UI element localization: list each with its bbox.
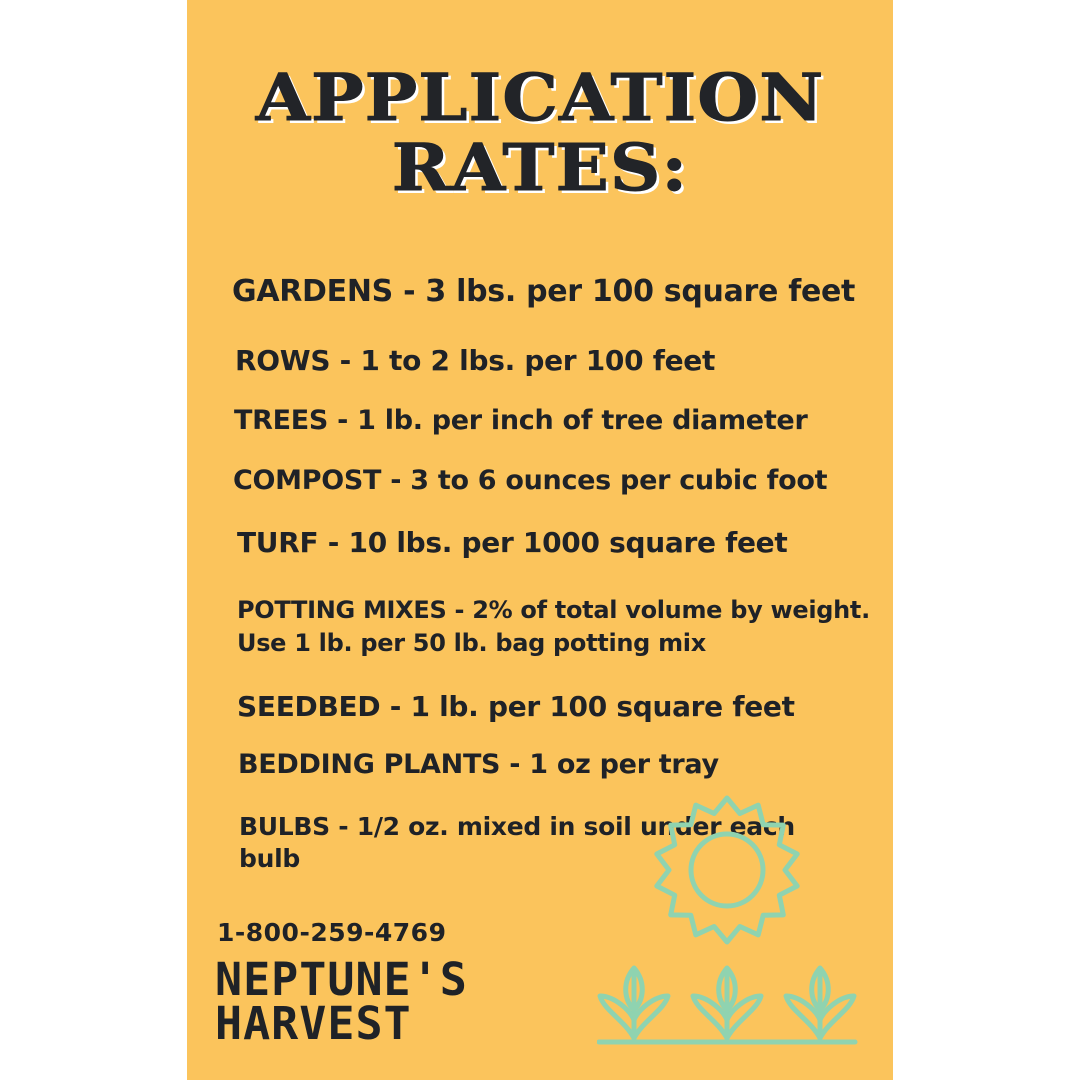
rate-text: SEEDBED - 1 lb. per 100 square feet bbox=[237, 690, 795, 723]
page-title-line-2: RATES: bbox=[391, 129, 689, 206]
rate-text: BEDDING PLANTS - 1 oz per tray bbox=[238, 749, 719, 780]
brand-name-line-1: NEPTUNE'S bbox=[215, 953, 468, 1006]
phone-number: 1-800-259-4769 bbox=[217, 918, 447, 947]
rate-text-line-2: bulb bbox=[239, 844, 300, 873]
rate-seedbed bbox=[237, 690, 795, 723]
sprout-icon bbox=[600, 968, 668, 1038]
rate-text: ROWS - 1 to 2 lbs. per 100 feet bbox=[235, 344, 716, 377]
rate-text: TURF - 10 lbs. per 1000 square feet bbox=[237, 526, 788, 559]
rate-text: BULBS - 1/2 oz. mixed in soil under each bbox=[239, 812, 795, 841]
sprouts-group bbox=[597, 960, 867, 1050]
rate-text-line-2: Use 1 lb. per 50 lb. bag potting mix bbox=[237, 629, 706, 657]
rate-bedding-plants bbox=[238, 749, 719, 780]
sprout-icon bbox=[693, 968, 761, 1038]
page-title-line-1: APPLICATION bbox=[255, 59, 825, 136]
sun-icon bbox=[647, 790, 807, 950]
rate-text: TREES - 1 lb. per inch of tree diameter bbox=[234, 405, 808, 436]
rate-rows bbox=[235, 344, 715, 377]
rate-trees bbox=[234, 405, 807, 436]
rate-text: GARDENS - 3 lbs. per 100 square feet bbox=[232, 274, 856, 309]
rate-turf bbox=[237, 526, 787, 559]
rate-gardens bbox=[232, 274, 855, 309]
rate-compost bbox=[233, 465, 827, 496]
brand-name-line-2: HARVEST bbox=[215, 997, 412, 1050]
poster bbox=[187, 0, 893, 1080]
rate-text: COMPOST - 3 to 6 ounces per cubic foot bbox=[233, 465, 828, 496]
sprout-icon bbox=[786, 968, 854, 1038]
rate-potting-mixes bbox=[237, 594, 870, 660]
rate-text: POTTING MIXES - 2% of total volume by weight. bbox=[237, 596, 870, 624]
